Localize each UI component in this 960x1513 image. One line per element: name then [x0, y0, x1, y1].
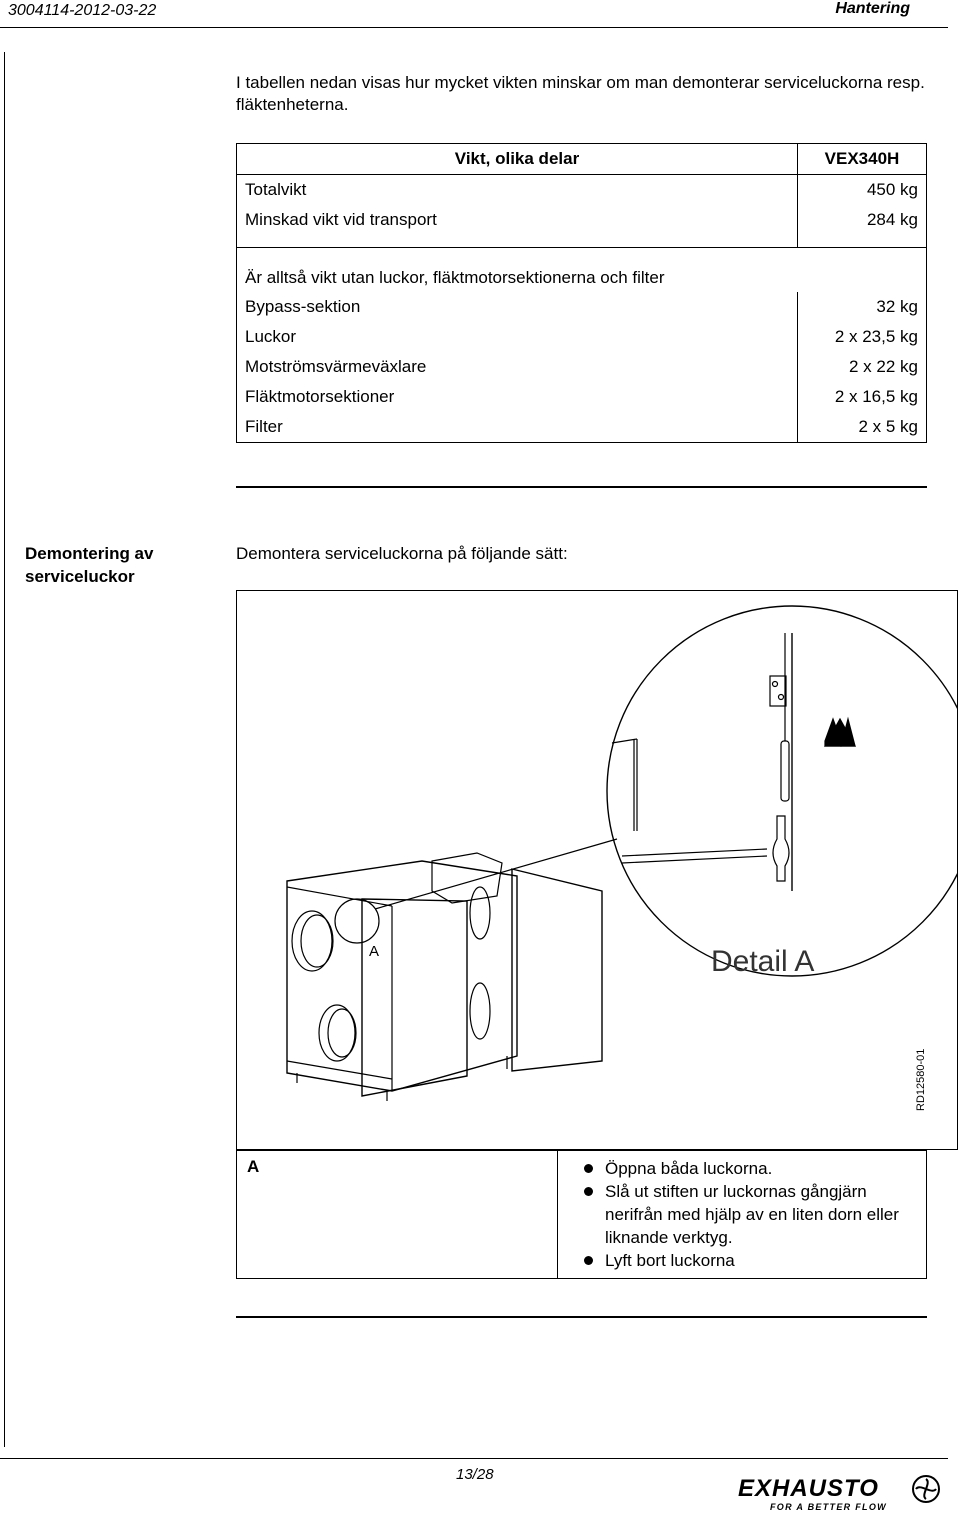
callout-label: A	[369, 943, 380, 960]
section-rule	[236, 486, 927, 488]
row-label: Minskad vikt vid transport	[245, 210, 437, 229]
steps-table	[236, 1150, 927, 1279]
row-label: Fläktmotorsektioner	[245, 387, 395, 406]
lead-text: Demontera serviceluckorna på följande sätt:	[236, 544, 568, 563]
detail-label: Detail A	[711, 945, 815, 978]
table-row	[237, 322, 927, 352]
table-row	[237, 205, 927, 235]
table-heading: Vikt, olika delar	[237, 144, 798, 175]
row-label: Filter	[245, 417, 283, 436]
section-end-rule	[236, 1316, 927, 1318]
row-label: Totalvikt	[245, 180, 307, 199]
table-note: Är alltså vikt utan luckor, fläktmotorsektionerna och filter	[245, 268, 665, 287]
row-label: Motströmsvärmeväxlare	[245, 357, 427, 376]
detail-circle	[607, 606, 957, 976]
table-row	[237, 292, 927, 322]
row-value: 284 kg	[798, 205, 927, 235]
unit-drawing	[237, 591, 957, 1149]
table-note-row	[237, 248, 927, 293]
document-id: 3004114-2012-03-22	[8, 2, 157, 19]
row-value: 32 kg	[798, 292, 927, 322]
list-item: Lyft bort luckorna	[568, 1249, 916, 1272]
steps-cell	[558, 1151, 927, 1279]
row-label: Luckor	[245, 327, 297, 346]
drawing-reference: RD12580-01	[915, 1048, 927, 1111]
brand-logo: EXHAUSTO	[738, 1475, 879, 1502]
page-number: 13/28	[456, 1466, 494, 1483]
row-label: Bypass-sektion	[245, 297, 361, 316]
steps-row	[237, 1151, 927, 1279]
table-row	[237, 352, 927, 382]
table-header-row	[237, 144, 927, 175]
table-row	[237, 412, 927, 443]
intro-paragraph: I tabellen nedan visas hur mycket vikten minskar om man demonterar serviceluckorna resp. fläktenheterna.	[236, 73, 925, 114]
brand-mark-icon	[912, 1475, 940, 1503]
row-value: 2 x 23,5 kg	[798, 322, 927, 352]
list-item: Slå ut stiften ur luckornas gångjärn nerifrån med hjälp av en liten dorn eller liknande verktyg.	[568, 1180, 916, 1249]
side-heading: Demontering av serviceluckor	[25, 544, 154, 586]
table-row	[237, 175, 927, 206]
figure-frame	[236, 590, 958, 1150]
table-separator	[237, 235, 927, 248]
row-value: 2 x 22 kg	[798, 352, 927, 382]
list-item: Öppna båda luckorna.	[568, 1157, 916, 1180]
margin-rule	[4, 52, 5, 1447]
table-row	[237, 382, 927, 412]
steps-label: A	[237, 1151, 558, 1279]
footer-rule	[0, 1458, 948, 1459]
model-heading: VEX340H	[798, 144, 927, 175]
section-title: Hantering	[835, 0, 910, 17]
weight-table	[236, 143, 927, 443]
row-value: 450 kg	[798, 175, 927, 206]
brand-tagline: FOR A BETTER FLOW	[770, 1502, 887, 1512]
row-value: 2 x 16,5 kg	[798, 382, 927, 412]
steps-list	[568, 1157, 916, 1272]
header-rule	[0, 27, 948, 28]
row-value: 2 x 5 kg	[798, 412, 927, 443]
